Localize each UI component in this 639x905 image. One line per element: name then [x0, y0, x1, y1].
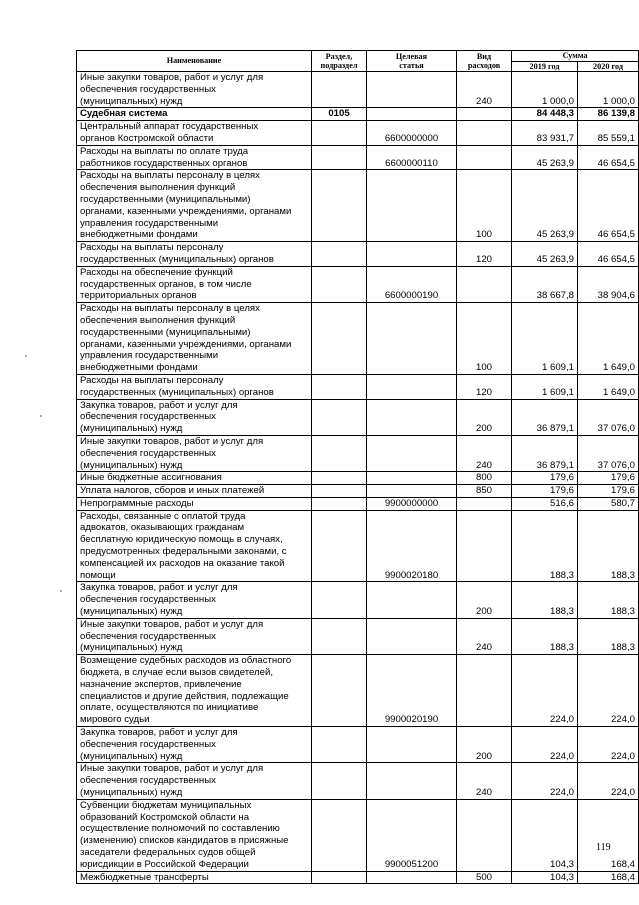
row-sum-2019: 104,3 — [512, 871, 578, 884]
row-name: Расходы на выплаты по оплате труда работников государственных органов — [77, 145, 312, 170]
table-row — [77, 582, 639, 618]
row-expense-type: 200 — [457, 399, 512, 435]
row-expense-type: 100 — [457, 303, 512, 375]
table-body — [77, 72, 639, 884]
row-expense-type: 200 — [457, 582, 512, 618]
row-sum-2020: 1 649,0 — [578, 374, 639, 399]
row-target — [367, 582, 457, 618]
row-sum-2020: 46 654,5 — [578, 242, 639, 267]
row-sum-2019: 188,3 — [512, 510, 578, 582]
row-expense-type — [457, 497, 512, 510]
header-type: Вид расходов — [457, 51, 512, 72]
row-sum-2020: 85 559,1 — [578, 121, 639, 146]
row-name: Расходы на обеспечение функций государственных органов, в том числе территориальных органов — [77, 266, 312, 302]
row-target: 9900051200 — [367, 799, 457, 871]
row-section — [312, 399, 367, 435]
row-sum-2019: 1 609,1 — [512, 303, 578, 375]
row-name: Уплата налогов, сборов и иных платежей — [77, 485, 312, 498]
row-name: Возмещение судебных расходов из областного бюджета, в случае если вызов свидетелей, назначение экспертов, привлечение специалистов и другие действия, подлежащие оплате, осуществляются по инициативе мирового судьи — [77, 655, 312, 727]
row-target: 6600000190 — [367, 266, 457, 302]
row-sum-2019: 104,3 — [512, 799, 578, 871]
table-header-row — [77, 51, 639, 62]
row-sum-2019: 84 448,3 — [512, 108, 578, 121]
row-sum-2020: 38 904,6 — [578, 266, 639, 302]
row-sum-2020: 86 139,8 — [578, 108, 639, 121]
row-sum-2020: 224,0 — [578, 727, 639, 763]
budget-table — [76, 50, 639, 884]
row-expense-type — [457, 266, 512, 302]
row-target — [367, 170, 457, 242]
row-section — [312, 497, 367, 510]
table-row — [77, 108, 639, 121]
row-expense-type: 850 — [457, 485, 512, 498]
row-sum-2020: 1 649,0 — [578, 303, 639, 375]
table-row — [77, 399, 639, 435]
row-expense-type — [457, 799, 512, 871]
row-section — [312, 374, 367, 399]
row-sum-2020: 188,3 — [578, 510, 639, 582]
row-sum-2019: 516,6 — [512, 497, 578, 510]
row-name: Расходы на выплаты персоналу государственных (муниципальных) органов — [77, 242, 312, 267]
row-expense-type: 240 — [457, 618, 512, 654]
row-sum-2020: 46 654,5 — [578, 145, 639, 170]
table-row — [77, 303, 639, 375]
row-section — [312, 799, 367, 871]
header-name: Наименование — [77, 51, 312, 72]
row-target — [367, 763, 457, 799]
row-sum-2020: 224,0 — [578, 655, 639, 727]
row-sum-2020: 179,6 — [578, 472, 639, 485]
table-row — [77, 799, 639, 871]
row-sum-2019: 224,0 — [512, 727, 578, 763]
row-section — [312, 582, 367, 618]
row-section: 0105 — [312, 108, 367, 121]
row-target — [367, 435, 457, 471]
row-sum-2019: 188,3 — [512, 582, 578, 618]
row-expense-type: 800 — [457, 472, 512, 485]
row-expense-type — [457, 145, 512, 170]
row-section — [312, 121, 367, 146]
row-section — [312, 72, 367, 108]
header-sum: Сумма — [512, 51, 639, 62]
row-target — [367, 108, 457, 121]
row-sum-2019: 83 931,7 — [512, 121, 578, 146]
row-name: Иные бюджетные ассигнования — [77, 472, 312, 485]
row-expense-type: 120 — [457, 374, 512, 399]
row-name: Иные закупки товаров, работ и услуг для обеспечения государственных (муниципальных) нужд — [77, 763, 312, 799]
row-name: Субвенции бюджетам муниципальных образований Костромской области на осуществление полномочий по составлению (изменению) списков кандидатов в присяжные заседатели федеральных судов общей юрисдикции в Российской Федерации — [77, 799, 312, 871]
row-name: Непрограммные расходы — [77, 497, 312, 510]
row-name: Закупка товаров, работ и услуг для обеспечения государственных (муниципальных) нужд — [77, 727, 312, 763]
row-sum-2020: 179,6 — [578, 485, 639, 498]
row-sum-2019: 45 263,9 — [512, 170, 578, 242]
row-sum-2020: 580,7 — [578, 497, 639, 510]
row-section — [312, 145, 367, 170]
row-target: 9900000000 — [367, 497, 457, 510]
row-name: Закупка товаров, работ и услуг для обеспечения государственных (муниципальных) нужд — [77, 582, 312, 618]
row-sum-2019: 36 879,1 — [512, 399, 578, 435]
row-target: 9900020180 — [367, 510, 457, 582]
row-section — [312, 763, 367, 799]
row-expense-type: 240 — [457, 763, 512, 799]
row-section — [312, 303, 367, 375]
row-sum-2019: 1 000,0 — [512, 72, 578, 108]
row-sum-2019: 179,6 — [512, 472, 578, 485]
table-row — [77, 266, 639, 302]
row-section — [312, 655, 367, 727]
row-sum-2019: 179,6 — [512, 485, 578, 498]
budget-document — [76, 50, 638, 884]
table-row — [77, 510, 639, 582]
row-target — [367, 374, 457, 399]
table-row — [77, 435, 639, 471]
row-expense-type — [457, 121, 512, 146]
row-name: Расходы на выплаты персоналу в целях обеспечения выполнения функций государственными (муниципальными) органами, казенными учреждениями, органами управления государственными внебюджетными фондами — [77, 303, 312, 375]
row-section — [312, 170, 367, 242]
table-row — [77, 763, 639, 799]
row-target — [367, 485, 457, 498]
row-sum-2019: 36 879,1 — [512, 435, 578, 471]
row-name: Межбюджетные трансферты — [77, 871, 312, 884]
row-target — [367, 472, 457, 485]
row-name: Расходы на выплаты персоналу государственных (муниципальных) органов — [77, 374, 312, 399]
row-name: Судебная система — [77, 108, 312, 121]
row-expense-type — [457, 655, 512, 727]
row-sum-2020: 224,0 — [578, 763, 639, 799]
table-row — [77, 170, 639, 242]
row-section — [312, 435, 367, 471]
row-section — [312, 871, 367, 884]
row-sum-2020: 188,3 — [578, 618, 639, 654]
row-target: 6600000110 — [367, 145, 457, 170]
table-row — [77, 871, 639, 884]
row-section — [312, 510, 367, 582]
header-year-2020: 2020 год — [578, 61, 639, 72]
row-target — [367, 72, 457, 108]
table-row — [77, 655, 639, 727]
row-sum-2020: 46 654,5 — [578, 170, 639, 242]
table-row — [77, 497, 639, 510]
row-target — [367, 399, 457, 435]
row-section — [312, 472, 367, 485]
header-section: Раздел, подраздел — [312, 51, 367, 72]
row-sum-2020: 168,4 — [578, 871, 639, 884]
row-expense-type: 500 — [457, 871, 512, 884]
table-row — [77, 472, 639, 485]
row-sum-2020: 37 076,0 — [578, 399, 639, 435]
row-sum-2020: 37 076,0 — [578, 435, 639, 471]
row-expense-type: 240 — [457, 72, 512, 108]
table-row — [77, 727, 639, 763]
row-target — [367, 871, 457, 884]
row-name: Расходы, связанные с оплатой труда адвокатов, оказывающих гражданам бесплатную юридическую помощь в случаях, предусмотренных федеральными законами, с компенсацией их расходов на оказание такой помощи — [77, 510, 312, 582]
row-target — [367, 618, 457, 654]
row-name: Иные закупки товаров, работ и услуг для обеспечения государственных (муниципальных) нужд — [77, 72, 312, 108]
header-year-2019: 2019 год — [512, 61, 578, 72]
row-name: Закупка товаров, работ и услуг для обеспечения государственных (муниципальных) нужд — [77, 399, 312, 435]
row-sum-2020: 1 000,0 — [578, 72, 639, 108]
row-name: Расходы на выплаты персоналу в целях обеспечения выполнения функций государственными (муниципальными) органами, казенными учреждениями, органами управления государственными внебюджетными фондами — [77, 170, 312, 242]
row-section — [312, 266, 367, 302]
row-expense-type: 240 — [457, 435, 512, 471]
table-row — [77, 618, 639, 654]
row-target — [367, 303, 457, 375]
header-target: Целевая статья — [367, 51, 457, 72]
row-sum-2020: 168,4 — [578, 799, 639, 871]
row-expense-type — [457, 108, 512, 121]
row-sum-2019: 38 667,8 — [512, 266, 578, 302]
row-section — [312, 242, 367, 267]
row-expense-type: 120 — [457, 242, 512, 267]
row-name: Иные закупки товаров, работ и услуг для обеспечения государственных (муниципальных) нужд — [77, 435, 312, 471]
table-row — [77, 242, 639, 267]
row-expense-type: 200 — [457, 727, 512, 763]
row-expense-type: 100 — [457, 170, 512, 242]
table-row — [77, 374, 639, 399]
row-target — [367, 242, 457, 267]
table-row — [77, 121, 639, 146]
row-target: 6600000000 — [367, 121, 457, 146]
row-name: Центральный аппарат государственных органов Костромской области — [77, 121, 312, 146]
row-sum-2019: 224,0 — [512, 655, 578, 727]
row-section — [312, 485, 367, 498]
row-sum-2019: 1 609,1 — [512, 374, 578, 399]
row-sum-2019: 45 263,9 — [512, 145, 578, 170]
table-row — [77, 72, 639, 108]
table-row — [77, 485, 639, 498]
table-row — [77, 145, 639, 170]
page-number: 119 — [596, 842, 611, 853]
row-sum-2019: 188,3 — [512, 618, 578, 654]
row-sum-2019: 224,0 — [512, 763, 578, 799]
row-section — [312, 618, 367, 654]
row-target — [367, 727, 457, 763]
row-name: Иные закупки товаров, работ и услуг для обеспечения государственных (муниципальных) нужд — [77, 618, 312, 654]
row-expense-type — [457, 510, 512, 582]
row-sum-2020: 188,3 — [578, 582, 639, 618]
row-target: 9900020190 — [367, 655, 457, 727]
row-section — [312, 727, 367, 763]
row-sum-2019: 45 263,9 — [512, 242, 578, 267]
